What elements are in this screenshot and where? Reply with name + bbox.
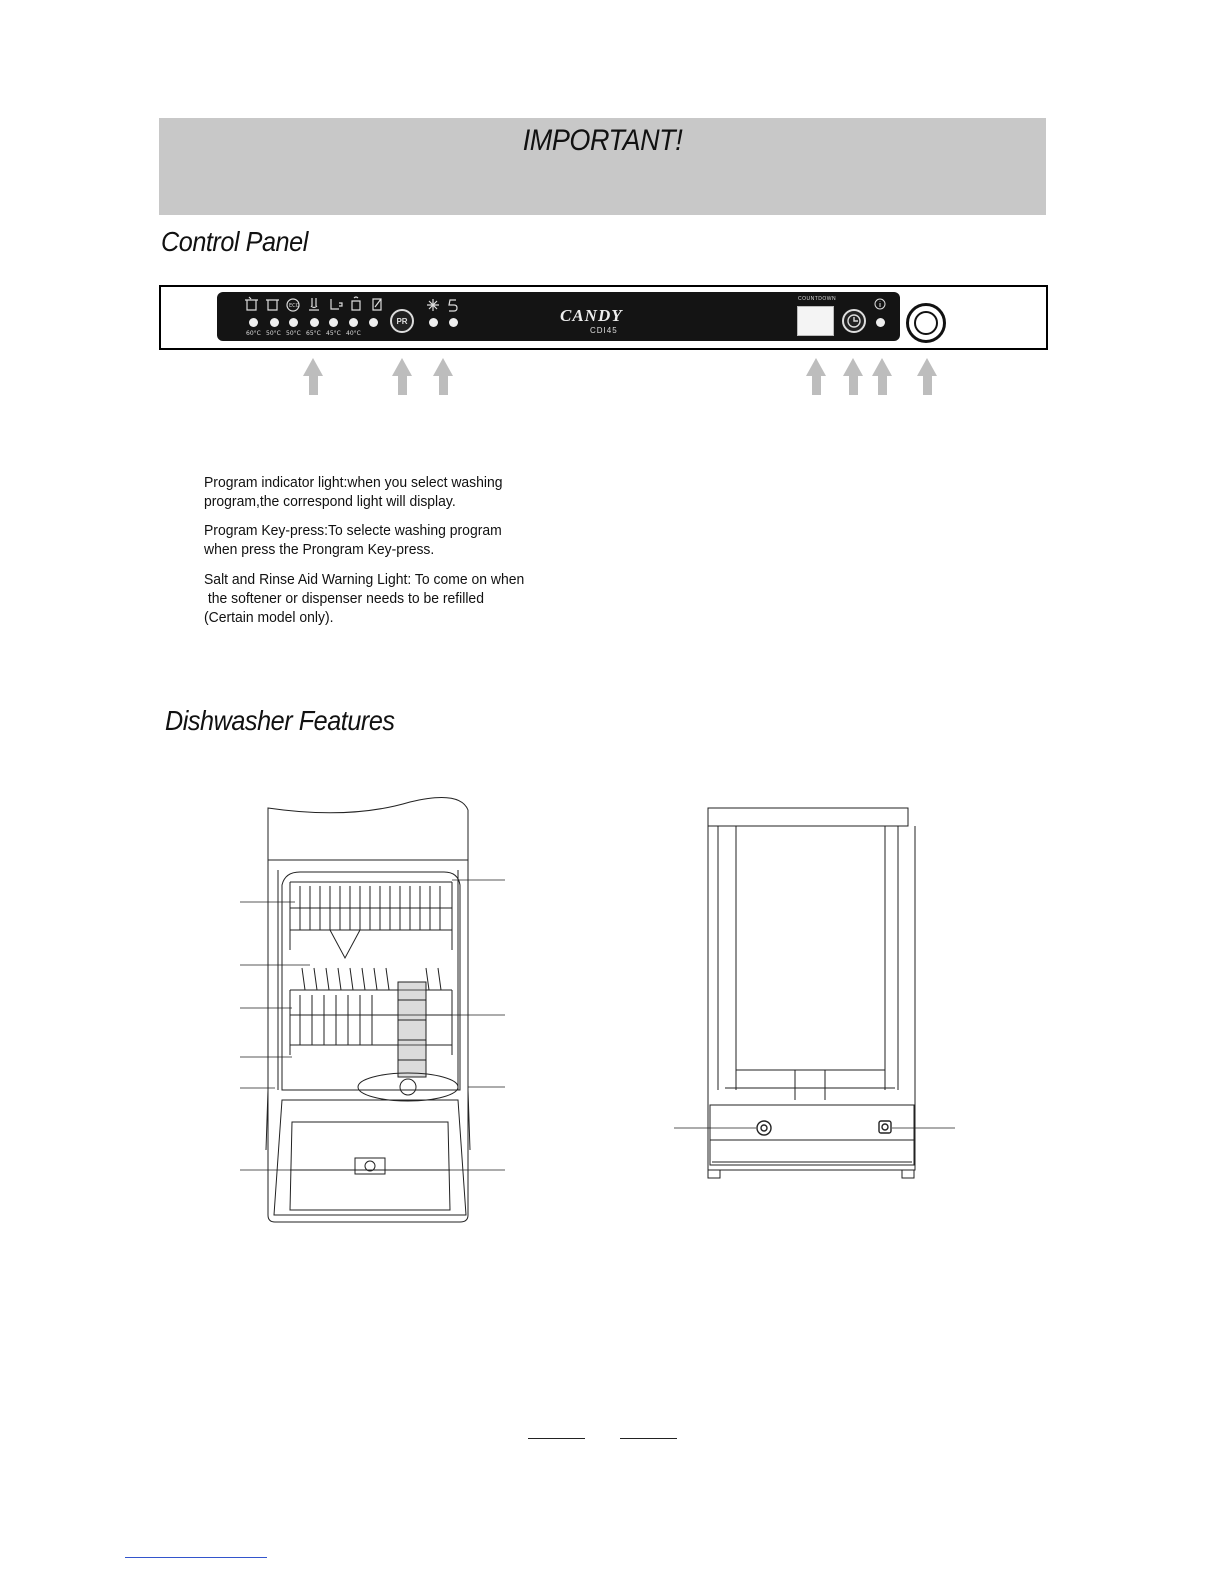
drain-outlet bbox=[757, 1121, 771, 1135]
svg-text:ECO: ECO bbox=[289, 303, 300, 309]
eco-icon bbox=[287, 299, 300, 311]
arrow-delay-button bbox=[843, 358, 863, 395]
info-icon bbox=[873, 297, 887, 311]
delay-start-button[interactable] bbox=[842, 309, 866, 333]
program-icons bbox=[240, 295, 390, 315]
program-temp: 50°C bbox=[266, 330, 281, 337]
footer-rule bbox=[528, 1438, 585, 1439]
arrow-program-lights bbox=[303, 358, 323, 395]
important-title: IMPORTANT! bbox=[522, 124, 683, 157]
arrow-program-key bbox=[392, 358, 412, 395]
legend-program-key: Program Key-press:To selecte washing program when press the Prongram Key-press. bbox=[204, 522, 502, 558]
program-button[interactable]: PR bbox=[390, 309, 414, 333]
pre-wash-icon bbox=[352, 297, 360, 310]
program-indicator-light bbox=[329, 318, 338, 327]
salt-warning-light bbox=[429, 318, 438, 327]
half-load-icon bbox=[373, 299, 381, 310]
glass-icon bbox=[309, 298, 319, 310]
dishwasher-front-view bbox=[230, 790, 520, 1245]
program-indicator-light bbox=[270, 318, 279, 327]
intensive-pot-icon bbox=[245, 297, 258, 310]
program-indicator-light bbox=[369, 318, 378, 327]
program-temp: 45°C bbox=[326, 330, 341, 337]
arrow-warning-lights bbox=[433, 358, 453, 395]
rinse-aid-warning-light bbox=[449, 318, 458, 327]
program-indicator-light bbox=[289, 318, 298, 327]
control-panel-heading: Control Panel bbox=[161, 226, 308, 257]
on-off-indicator-light bbox=[876, 318, 885, 327]
arrow-countdown bbox=[806, 358, 826, 395]
water-inlet bbox=[879, 1121, 891, 1133]
legend-warning-light: Salt and Rinse Aid Warning Light: To come on when the softener or dispenser needs to be refilled (Certain model only). bbox=[204, 571, 525, 626]
program-temp: 60°C bbox=[246, 330, 261, 337]
warning-icons bbox=[426, 297, 462, 313]
brand-logo: CANDY bbox=[560, 306, 623, 325]
program-temp: 65°C bbox=[306, 330, 321, 337]
model-label: CDI45 bbox=[590, 326, 618, 335]
program-indicator-light bbox=[310, 318, 319, 327]
program-indicator-light bbox=[349, 318, 358, 327]
callout-arrows bbox=[0, 356, 1224, 398]
arrow-power bbox=[917, 358, 937, 395]
footer-link-underline bbox=[125, 1557, 267, 1558]
arrow-indicator bbox=[872, 358, 892, 395]
program-temp: 50°C bbox=[286, 330, 301, 337]
footer-rule bbox=[620, 1438, 677, 1439]
countdown-label: COUNTDOWN bbox=[798, 296, 837, 302]
legend-program-indicator: Program indicator light:when you select washing program,the correspond light will display. bbox=[204, 474, 503, 510]
salt-warning-icon bbox=[427, 299, 439, 311]
program-temp: 40°C bbox=[346, 330, 361, 337]
clock-icon bbox=[844, 311, 864, 331]
rapid-cup-icon bbox=[331, 299, 342, 309]
power-button[interactable] bbox=[906, 303, 946, 343]
features-heading: Dishwasher Features bbox=[165, 705, 395, 736]
dishwasher-rear-view bbox=[670, 800, 960, 1185]
normal-pot-icon bbox=[266, 300, 279, 310]
important-banner bbox=[159, 118, 1046, 215]
rinse-aid-warning-icon bbox=[449, 300, 457, 311]
program-indicator-light bbox=[249, 318, 258, 327]
countdown-display bbox=[797, 306, 834, 336]
